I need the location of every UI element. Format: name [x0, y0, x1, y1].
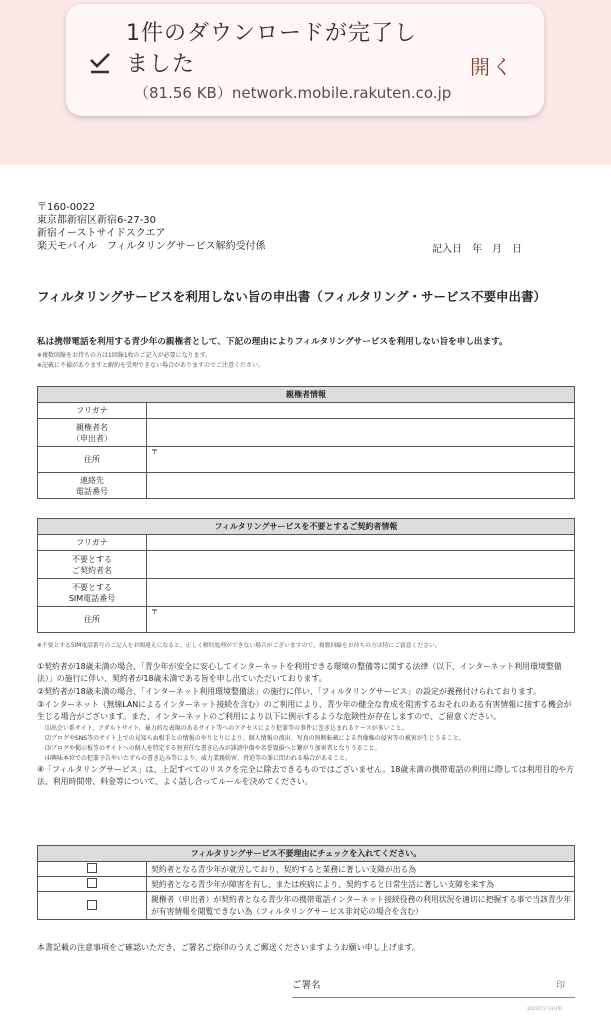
notification-title: 1件のダウンロードが完了しました	[126, 21, 417, 77]
postal-code: 〒160-0022	[37, 202, 96, 213]
note-line: ※記載に不備がありますと解約を受理できない場合がありますのでご注意ください。	[37, 362, 265, 369]
download-notification[interactable]	[66, 4, 544, 116]
risk-example: ⑵ブログやSNS等のサイト上での見知らぬ相手との情報のやりとりにより、個人情報の流出、写真の無断転載による肖像権の侵害等の被害が生じうること。	[45, 735, 465, 742]
furigana-label: フリガナ	[38, 403, 147, 419]
date-field: 記入日 年 月 日	[432, 244, 522, 255]
furigana-field[interactable]	[147, 403, 575, 419]
reason-text: 契約者となる青少年が就労しており、契約すると業務に著しい支障が出る為	[147, 862, 575, 877]
reason-checkbox[interactable]	[38, 892, 147, 920]
guardian-name-label: 親権者名 （申出者）	[38, 419, 147, 447]
checkbox-icon[interactable]	[87, 863, 97, 873]
closing-text: 本書記載の注意事項をご確認いただき、ご署名ご捺印のうえご郵送くださいますようお願い申し上げます。	[37, 943, 421, 952]
subscriber-address-label: 住所	[38, 607, 147, 633]
address-line: 東京都新宿区新宿6-27-30	[37, 215, 157, 226]
sim-number-field[interactable]	[147, 579, 575, 607]
guardian-name-field[interactable]	[147, 419, 575, 447]
caution-item: ③インターネット（無線LANによるインターネット接続を含む）のご利用により、青少年の健全な育成を阻害するおそれのある有害情報に接する機会が生じる場合がございます。また、インターネットのご利用により以下に例示するような危険性が存在しますので、ご留意ください。	[37, 700, 572, 721]
form-notes	[37, 351, 264, 371]
open-button[interactable]: 開く	[470, 55, 514, 79]
reasons-header: フィルタリングサービス不要理由にチェックを入れてください。	[38, 846, 575, 862]
furigana-label: フリガナ	[38, 535, 147, 551]
note-line: ※複数回線をお持ちの方は1回線1枚のご記入が必要になります。	[37, 352, 212, 359]
subscriber-name-field[interactable]	[147, 551, 575, 579]
sim-note: ※不要とするSIM電話番号のご記入をお間違えになると、正しく解約処理ができない場合がございますので、複数回線をお持ちの方は特にご留意ください。	[37, 643, 441, 649]
form-heading: フィルタリングサービスを利用しない旨の申出書（フィルタリング・サービス不要申出書）	[37, 289, 547, 304]
signature-line[interactable]	[292, 997, 575, 998]
download-done-icon	[88, 51, 112, 75]
guardian-phone-label: 連絡先 電話番号	[38, 473, 147, 499]
guardian-phone-field[interactable]	[147, 473, 575, 499]
risk-example: ⑷興味本位での犯罪予告やいたずらの書き込み等により、威力業務妨害、脅迫等の罪に問われる場合があること。	[45, 755, 352, 762]
caution-item: ④「フィルタリングサービス」は、上記すべてのリスクを完全に除去できるものではございません。18歳未満の携帯電話の利用に際しては利用目的や方法、利用時間帯、料金等について、よく話し合ってルールを決めてください。	[37, 765, 574, 786]
checkbox-icon[interactable]	[87, 900, 97, 910]
guardian-header: 親権者情報	[38, 387, 575, 403]
subscriber-table	[37, 518, 575, 633]
subscriber-address-field[interactable]: 〒	[147, 607, 575, 633]
risk-example: ⑴出会い系サイト、アダルトサイト、暴力的な表現のあるサイト等へのアクセスにより犯罪等の事件に巻き込まれるケースが多いこと。	[45, 725, 408, 732]
risk-example: ⑶ブログや掲示板等のサイトへの個人を特定する無責任な書き込みが誹謗中傷や名誉毀損へと繋がり加害者となりうること。	[45, 745, 381, 752]
intro-text: 私は携帯電話を利用する青少年の親権者として、下記の理由によりフィルタリングサービスを利用しない旨を申し出ます。	[37, 337, 508, 347]
caution-item: ①契約者が18歳未満の場合、「青少年が安全に安心してインターネットを利用できる環境の整備等に関する法律（以下、インターネット利用環境整備法）」の施行に伴い、契約者が18歳未満である旨を申し出ていただいております。	[37, 662, 562, 683]
form-document	[0, 165, 611, 1024]
subscriber-header: フィルタリングサービスを不要とするご契約者情報	[38, 519, 575, 535]
reason-text: 親権者（申出者）が契約者となる青少年の携帯電話インターネット接続役務の利用状況を適切に把握する事で当該青少年が有害情報を閲覧できない為（フィルタリングサービス非対応の場合を含む）	[147, 892, 575, 920]
caution-points	[37, 661, 577, 789]
reasons-table	[37, 845, 575, 920]
signature-label: ご署名	[292, 980, 321, 991]
furigana-field[interactable]	[147, 535, 575, 551]
guardian-address-label: 住所	[38, 447, 147, 473]
checkbox-icon[interactable]	[87, 878, 97, 888]
seal-label: 印	[556, 981, 566, 991]
caution-item: ②契約者が18歳未満の場合、「インターネット利用環境整備法」の施行に伴い、「フィルタリングサービス」の設定が義務付けられております。	[37, 687, 541, 696]
recipient-address	[37, 201, 266, 253]
guardian-address-field[interactable]: 〒	[147, 447, 575, 473]
reason-checkbox[interactable]	[38, 862, 147, 877]
version-footer: 2023年2月3日版	[527, 1007, 563, 1012]
building-line: 新宿イーストサイドスクエア	[37, 228, 166, 239]
sim-number-label: 不要とする SIM電話番号	[38, 579, 147, 607]
guardian-table	[37, 386, 575, 499]
notification-subtitle: （81.56 KB）network.mobile.rakuten.co.jp	[134, 84, 452, 102]
reason-checkbox[interactable]	[38, 877, 147, 892]
department-line: 楽天モバイル フィルタリングサービス解約受付係	[37, 241, 266, 252]
subscriber-name-label: 不要とする ご契約者名	[38, 551, 147, 579]
reason-text: 契約者となる青少年が障害を有し、または疾病により、契約すると日常生活に著しい支障を来す為	[147, 877, 575, 892]
